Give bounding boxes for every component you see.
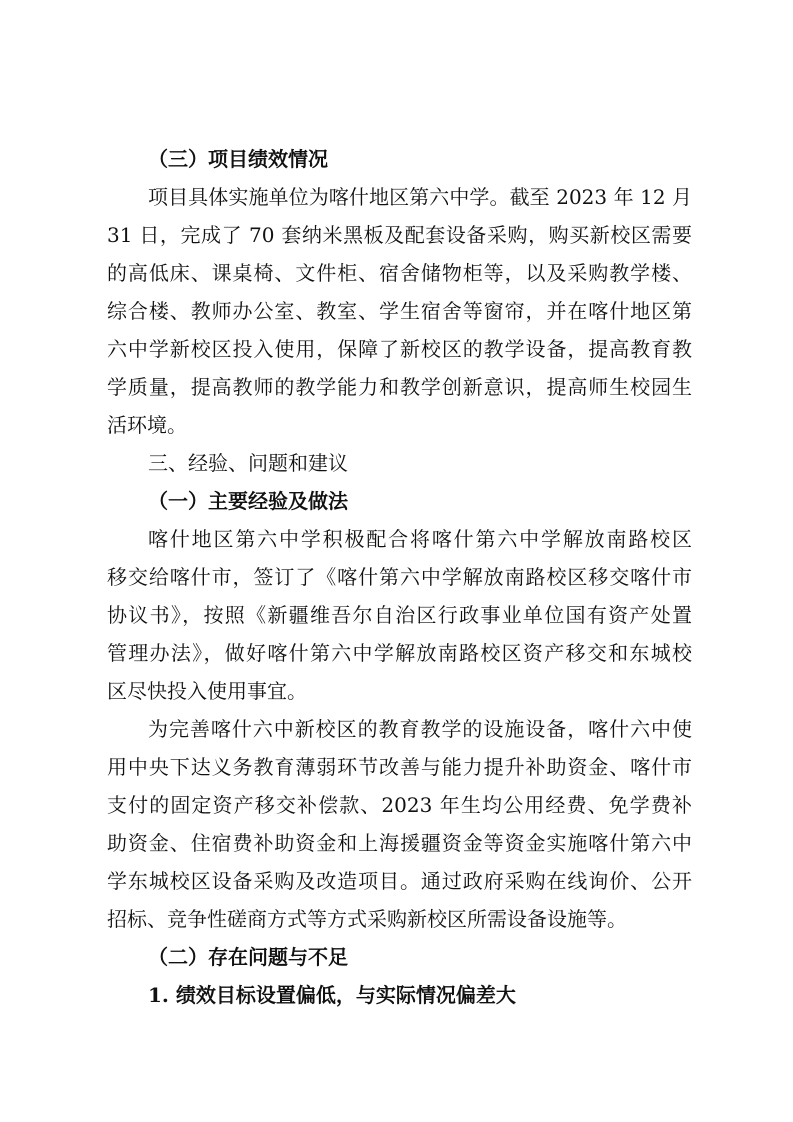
para1-line7: 活环境。 [107,413,187,437]
para3-line5: 学东城校区设备采购及改造项目。通过政府采购在线询价、公开 [107,869,692,893]
para3-line2: 用中央下达义务教育薄弱环节改善与能力提升补助资金、喀什市 [107,755,692,779]
para3-line6: 招标、竞争性磋商方式等方式采购新校区所需设备设施等。 [107,907,627,931]
para2-line1: 喀什地区第六中学积极配合将喀什第六中学解放南路校区 [148,527,692,551]
para3-line3: 支付的固定资产移交补偿款、2023 年生均公用经费、免学费补 [107,793,692,817]
para1-line3: 的高低床、课桌椅、文件柜、宿舍储物柜等，以及采购教学楼、 [107,261,692,285]
para1-line4: 综合楼、教师办公室、教室、学生宿舍等窗帘，并在喀什地区第 [107,299,692,323]
heading-performance: （三）项目绩效情况 [148,147,328,171]
para2-line2: 移交给喀什市，签订了《喀什第六中学解放南路校区移交喀什市 [107,565,692,589]
para2-line5: 区尽快投入使用事宜。 [107,679,307,703]
para1-line6: 学质量，提高教师的教学能力和教学创新意识，提高师生校园生 [107,375,692,399]
para1-line1: 项目具体实施单位为喀什地区第六中学。截至 2023 年 12 月 [148,185,692,209]
para2-line3: 协议书》，按照《新疆维吾尔自治区行政事业单位国有资产处置 [107,603,692,627]
para3-line4: 助资金、住宿费补助资金和上海援疆资金等资金实施喀什第六中 [107,831,692,855]
heading-main-experience: （一）主要经验及做法 [148,489,348,513]
para3-line1: 为完善喀什六中新校区的教育教学的设施设备，喀什六中使 [148,717,692,741]
para1-line2: 31 日，完成了 70 套纳米黑板及配套设备采购，购买新校区需要 [107,223,692,247]
para1-line5: 六中学新校区投入使用，保障了新校区的教学设备，提高教育教 [107,337,692,361]
heading-experience: 三、经验、问题和建议 [148,451,348,475]
para2-line4: 管理办法》，做好喀什第六中学解放南路校区资产移交和东城校 [107,641,692,665]
heading-problems: （二）存在问题与不足 [148,945,348,969]
heading-problem-1: 1. 绩效目标设置偏低，与实际情况偏差大 [148,983,516,1007]
